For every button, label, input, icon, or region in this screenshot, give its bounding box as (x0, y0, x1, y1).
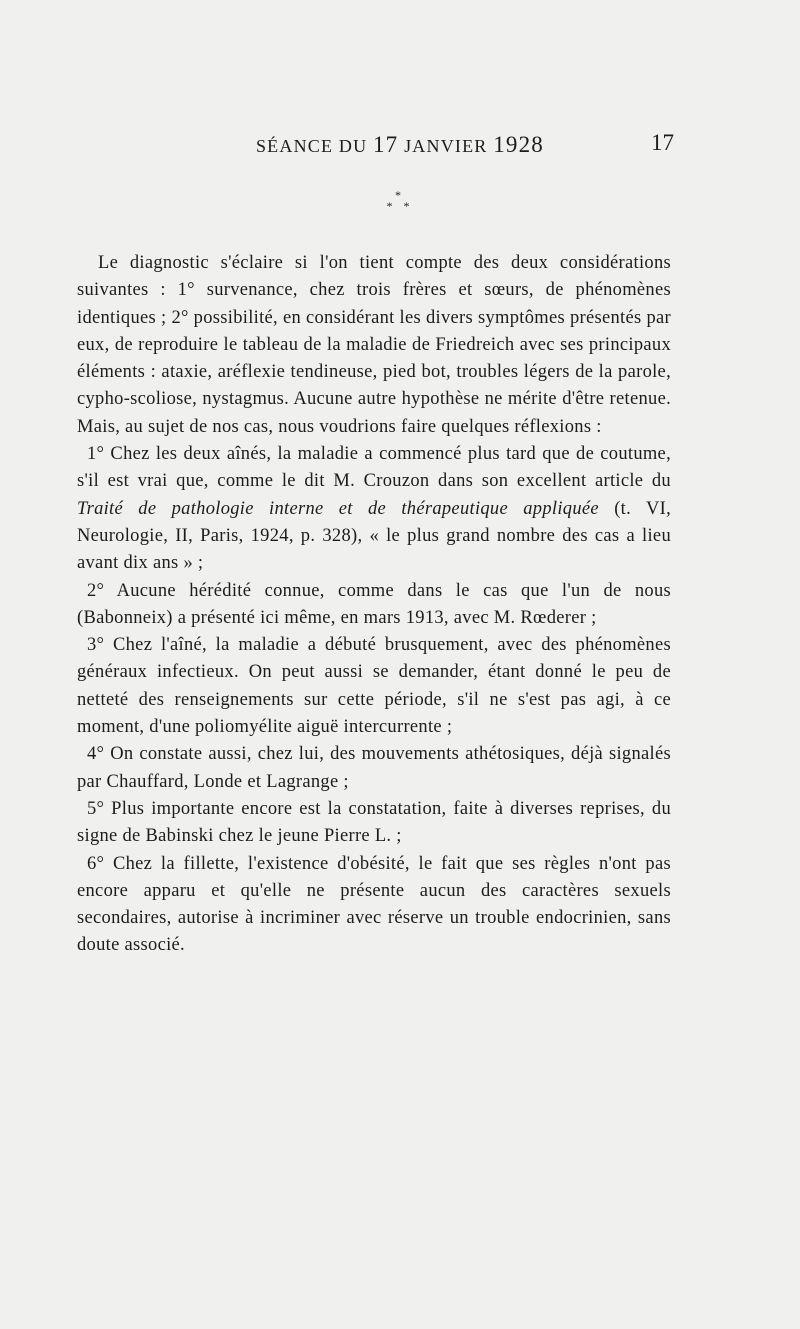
running-head (0, 128, 800, 160)
title-month: JANVIER (404, 136, 488, 156)
list-item-5: 5° Plus importante encore est la constatation, faite à diverses reprises, du signe de Babinski chez le jeune Pierre L. ; (77, 798, 671, 847)
body-text (77, 250, 671, 960)
cited-work-title: Traité de pathologie interne et de thérapeutique appliquée (77, 498, 599, 519)
list-item-6: 6° Chez la fillette, l'existence d'obésité, le fait que ses règles n'ont pas encore apparu et qu'elle ne présente aucun des caractères sexuels secondaires, autorise à incriminer avec réserve un trouble endocrinien, sans doute associé. (77, 853, 671, 956)
title-year: 1928 (493, 132, 545, 157)
ornament-top: * (395, 188, 405, 202)
item-1-after: (t. VI, Neurologie, II, Paris, 1924, p. 328), « le plus grand nombre des cas a lieu avant dix ans » ; (77, 498, 671, 574)
ornament-bottom: * * (386, 199, 414, 213)
list-item-4: 4° On constate aussi, chez lui, des mouvements athétosiques, déjà signalés par Chauffard, Londe et Lagrange ; (77, 744, 671, 792)
intro-paragraph: Le diagnostic s'éclaire si l'on tient compte des deux considérations suivantes : 1° survenance, chez trois frères et sœurs, de phénomènes identiques ; 2° possibilité, en considérant les divers symptômes présentés par eux, de reproduire le tableau de la maladie de Friedreich avec ses principaux éléments : ataxie, aréflexie tendineuse, pied bot, troubles légers de la parole, cypho-scoliose, nystagmus. Aucune autre hypothèse ne mérite d'être retenue. Mais, au sujet de nos cas, nous voudrions faire quelques réflexions : (77, 253, 671, 437)
item-1-before: 1° Chez les deux aînés, la maladie a commencé plus tard que de coutume, s'il est vrai que, comme le dit M. Crouzon dans son excellent article du (77, 444, 671, 492)
title-day: 17 (372, 132, 399, 157)
page-number: 17 (651, 130, 674, 155)
running-title (0, 132, 800, 158)
section-ornament (0, 190, 800, 212)
list-item-3: 3° Chez l'aîné, la maladie a débuté brusquement, avec des phénomènes généraux infectieux. On peut aussi se demander, étant donné le peu de netteté des renseignements sur cette période, s'il ne s'est pas agi, à ce moment, d'une poliomyélite aiguë intercurrente ; (77, 635, 671, 738)
title-prefix: SÉANCE DU (255, 136, 368, 156)
list-item-1 (77, 441, 671, 577)
list-item-2: 2° Aucune hérédité connue, comme dans le cas que l'un de nous (Babonneix) a présenté ici même, en mars 1913, avec M. Rœderer ; (77, 580, 671, 628)
